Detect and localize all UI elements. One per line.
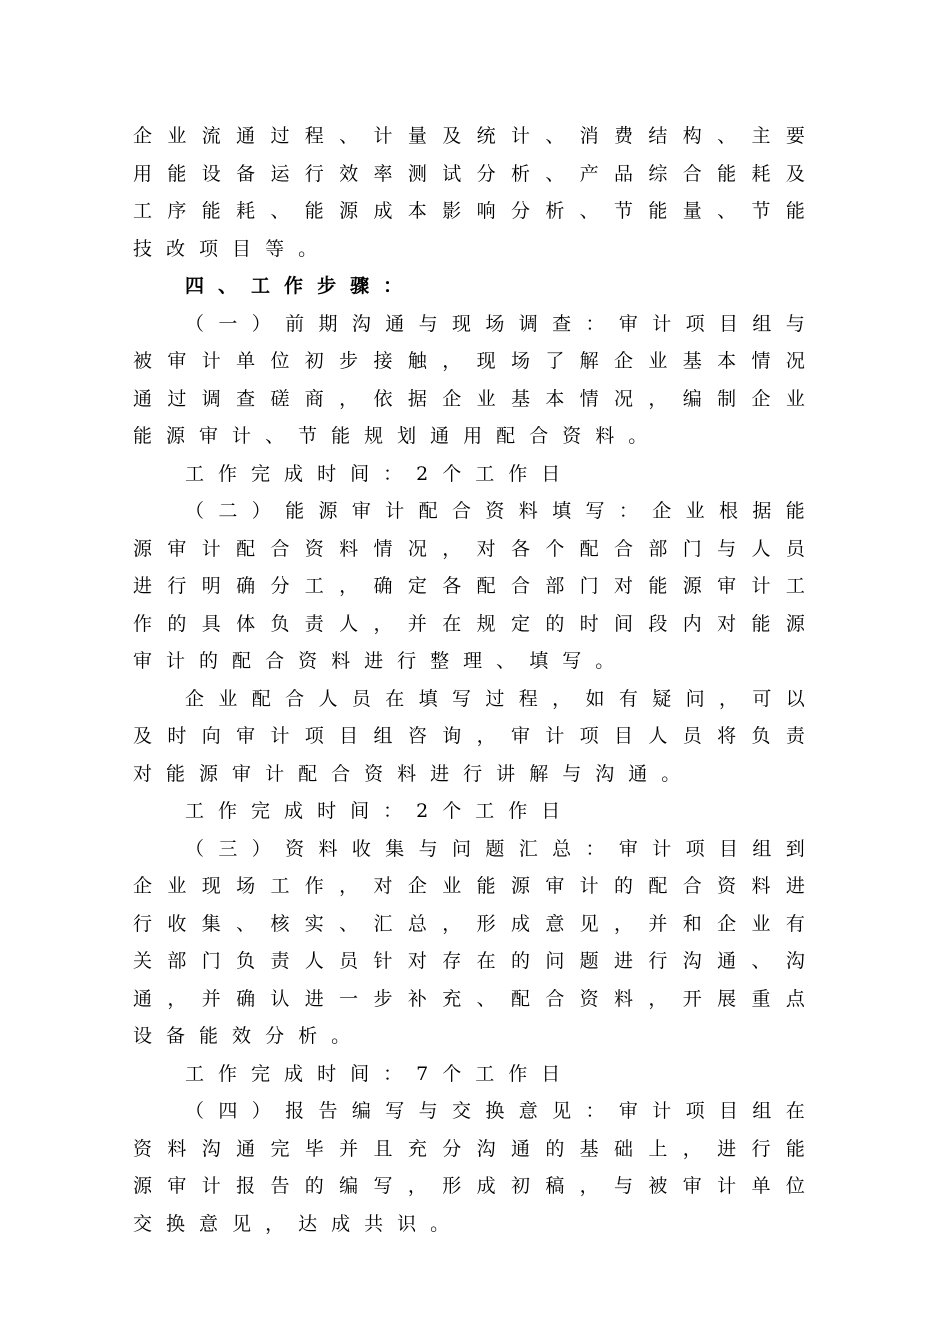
text-line: 资 料 沟 通 完 毕 并 且 充 分 沟 通 的 基 础 上 ， 进 行 能 (133, 1137, 805, 1160)
text-line: 被 审 计 单 位 初 步 接 触 ， 现 场 了 解 企 业 基 本 情 况 (133, 350, 805, 372)
text-line: 交 换 意 见 ， 达 成 共 识 。 (133, 1212, 450, 1235)
text-line: 工 序 能 耗 、 能 源 成 本 影 响 分 析 、 节 能 量 、 节 能 (133, 200, 805, 222)
text-line: （ 四 ） 报 告 编 写 与 交 换 意 见 ： 审 计 项 目 组 在 (185, 1100, 805, 1122)
text-line: 企 业 流 通 过 程 、 计 量 及 统 计 、 消 费 结 构 、 主 要 (133, 125, 805, 147)
text-line: 设 备 能 效 分 析 。 (133, 1025, 351, 1047)
text-line: 审 计 的 配 合 资 料 进 行 整 理 、 填 写 。 (133, 650, 615, 672)
text-line: 通 过 调 查 磋 商 ， 依 据 企 业 基 本 情 况 ， 编 制 企 业 (133, 387, 805, 410)
section-heading: 四 、 工 作 步 骤 ： (185, 275, 403, 297)
document-page (133, 118, 805, 1243)
text-line: 进 行 明 确 分 工 ， 确 定 各 配 合 部 门 对 能 源 审 计 工 (133, 575, 805, 597)
text-line: 关 部 门 负 责 人 员 针 对 存 在 的 问 题 进 行 沟 通 、 沟 (133, 950, 805, 972)
text-line: （ 三 ） 资 料 收 集 与 问 题 汇 总 ： 审 计 项 目 组 到 (185, 837, 805, 860)
text-line: 源 审 计 配 合 资 料 情 况 ， 对 各 个 配 合 部 门 与 人 员 (133, 537, 805, 560)
text-line: 通 ， 并 确 认 进 一 步 补 充 、 配 合 资 料 ， 开 展 重 点 (133, 987, 805, 1010)
text-line: 对 能 源 审 计 配 合 资 料 进 行 讲 解 与 沟 通 。 (133, 762, 681, 785)
text-line: 及 时 向 审 计 项 目 组 咨 询 ， 审 计 项 目 人 员 将 负 责 (133, 725, 805, 747)
completion-time-line: 工 作 完 成 时 间 ： 2 个 工 作 日 (185, 800, 561, 822)
text-line: （ 二 ） 能 源 审 计 配 合 资 料 填 写 ： 企 业 根 据 能 (185, 500, 805, 522)
text-line: 企 业 配 合 人 员 在 填 写 过 程 ， 如 有 疑 问 ， 可 以 (185, 687, 805, 710)
completion-time-line: 工 作 完 成 时 间 ： 2 个 工 作 日 (185, 462, 561, 485)
text-line: 行 收 集 、 核 实 、 汇 总 ， 形 成 意 见 ， 并 和 企 业 有 (133, 912, 805, 935)
text-line: 技 改 项 目 等 。 (133, 237, 318, 260)
text-line: 企 业 现 场 工 作 ， 对 企 业 能 源 审 计 的 配 合 资 料 进 (133, 875, 805, 897)
text-line: （ 一 ） 前 期 沟 通 与 现 场 调 查 ： 审 计 项 目 组 与 (185, 312, 805, 335)
text-line: 用 能 设 备 运 行 效 率 测 试 分 析 、 产 品 综 合 能 耗 及 (133, 162, 805, 185)
text-line: 作 的 具 体 负 责 人 ， 并 在 规 定 的 时 间 段 内 对 能 源 (133, 612, 805, 635)
text-line: 能 源 审 计 、 节 能 规 划 通 用 配 合 资 料 。 (133, 425, 648, 447)
completion-time-line: 工 作 完 成 时 间 ： 7 个 工 作 日 (185, 1062, 561, 1085)
text-line: 源 审 计 报 告 的 编 写 ， 形 成 初 稿 ， 与 被 审 计 单 位 (133, 1175, 805, 1197)
